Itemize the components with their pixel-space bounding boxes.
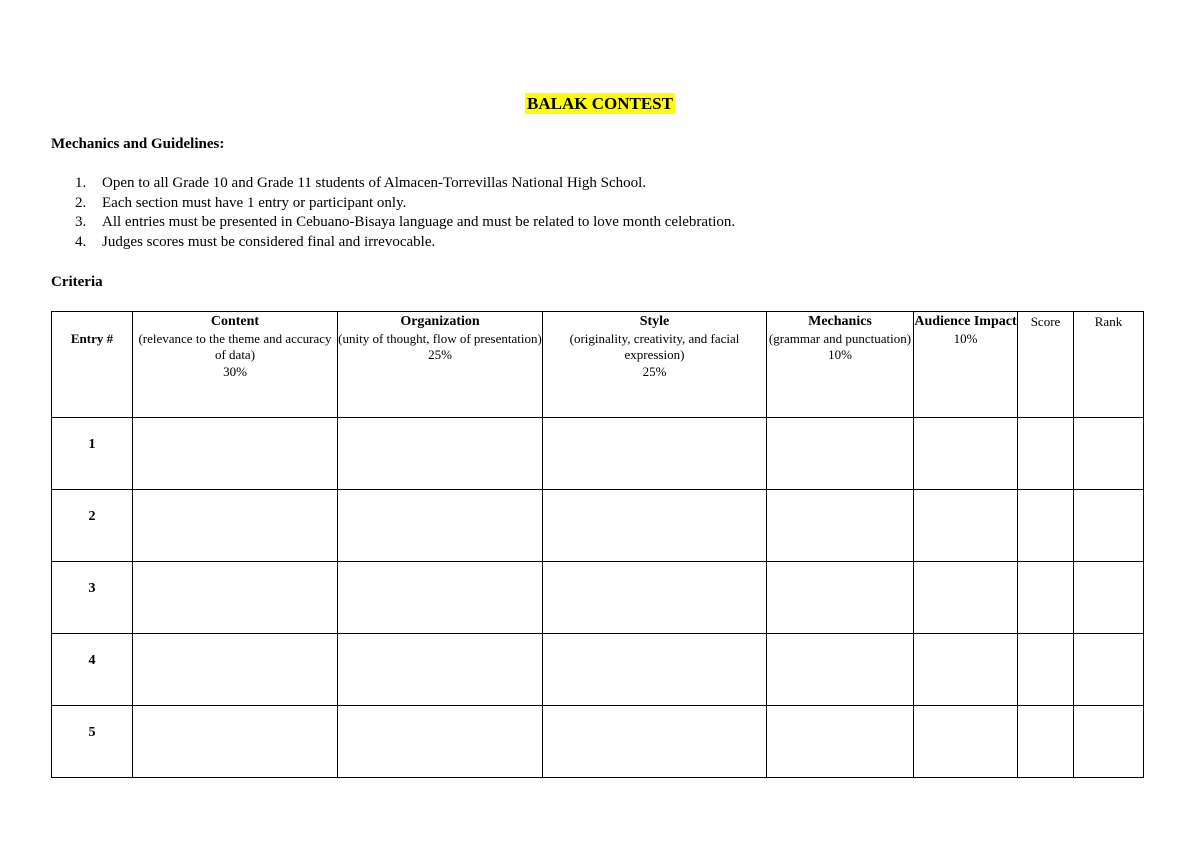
audience-header [914,312,1018,418]
guidelines-list [75,174,735,252]
guideline-item [75,213,735,233]
style-score-cell[interactable] [543,490,767,562]
guideline-number: 4. [75,233,87,250]
guideline-number: 3. [75,214,87,230]
table-row [52,418,1144,490]
content-score-cell[interactable] [133,418,338,490]
guideline-number: 2. [75,194,87,211]
mechanics-heading: Mechanics and Guidelines: [51,136,225,152]
mechanics-header-pct: 10% [828,347,852,362]
style-score-cell[interactable] [543,418,767,490]
audience-score-cell[interactable] [914,490,1018,562]
audience-header-name: Audience Impact [914,314,1017,329]
mechanics-score-cell[interactable] [767,490,914,562]
entry-number: 3 [52,562,133,634]
table-row [52,562,1144,634]
guideline-text: Judges scores must be considered final and irrevocable. [102,233,436,250]
guideline-item [75,233,735,253]
rank-header: Rank [1074,312,1144,418]
content-header [133,312,338,418]
table-row [52,490,1144,562]
mechanics-score-cell[interactable] [767,634,914,706]
organization-score-cell[interactable] [338,490,543,562]
audience-header-pct: 10% [953,330,978,346]
audience-score-cell[interactable] [914,562,1018,634]
organization-score-cell[interactable] [338,706,543,778]
organization-score-cell[interactable] [338,562,543,634]
content-header-pct: 30% [223,363,247,379]
mechanics-score-cell[interactable] [767,706,914,778]
entry-header: Entry # [52,312,133,418]
guideline-text: Each section must have 1 entry or participant only. [102,194,407,211]
criteria-heading: Criteria [51,274,103,290]
entry-number: 2 [52,490,133,562]
organization-score-cell[interactable] [338,634,543,706]
guideline-number: 1. [75,175,87,191]
mechanics-score-cell[interactable] [767,418,914,490]
mechanics-score-cell[interactable] [767,562,914,634]
style-header-desc: (originality, creativity, and facial expression) [569,330,740,362]
entry-number: 4 [52,634,133,706]
rank-cell[interactable] [1074,418,1144,490]
audience-score-cell[interactable] [914,634,1018,706]
rank-cell[interactable] [1074,562,1144,634]
style-header [543,312,767,418]
document-title: BALAK CONTEST [527,94,673,113]
organization-header-pct: 25% [428,347,452,362]
table-row [52,634,1144,706]
score-cell[interactable] [1018,706,1074,778]
score-header: Score [1018,312,1074,418]
rank-cell[interactable] [1074,706,1144,778]
entry-number: 5 [52,706,133,778]
guideline-text: All entries must be presented in Cebuano-Bisaya language and must be related to love month celebration. [102,214,736,230]
mechanics-header [767,312,914,418]
style-score-cell[interactable] [543,634,767,706]
content-score-cell[interactable] [133,706,338,778]
mechanics-header-name: Mechanics [808,314,872,329]
audience-score-cell[interactable] [914,706,1018,778]
style-header-pct: 25% [642,363,667,379]
style-score-cell[interactable] [543,562,767,634]
score-cell[interactable] [1018,562,1074,634]
entry-number: 1 [52,418,133,490]
mechanics-header-desc: (grammar and punctuation) [768,330,912,346]
score-cell[interactable] [1018,418,1074,490]
guideline-item [75,194,735,214]
score-cell[interactable] [1018,490,1074,562]
content-score-cell[interactable] [133,490,338,562]
content-score-cell[interactable] [133,634,338,706]
style-score-cell[interactable] [543,706,767,778]
guideline-item [75,174,735,194]
organization-header-desc: (unity of thought, flow of presentation) [338,330,542,346]
criteria-table [51,311,1144,778]
style-header-name: Style [639,314,670,329]
organization-header [338,312,543,418]
score-cell[interactable] [1018,634,1074,706]
organization-score-cell[interactable] [338,418,543,490]
table-row [52,706,1144,778]
content-header-desc: (relevance to the theme and accuracy of data) [138,330,332,362]
rank-cell[interactable] [1074,634,1144,706]
organization-header-name: Organization [400,314,480,329]
rank-cell[interactable] [1074,490,1144,562]
content-header-name: Content [210,314,260,329]
content-score-cell[interactable] [133,562,338,634]
guideline-text: Open to all Grade 10 and Grade 11 students of Almacen-Torrevillas National High School. [102,175,647,191]
criteria-header-row [52,312,1144,418]
title-wrapper [0,93,1200,114]
audience-score-cell[interactable] [914,418,1018,490]
